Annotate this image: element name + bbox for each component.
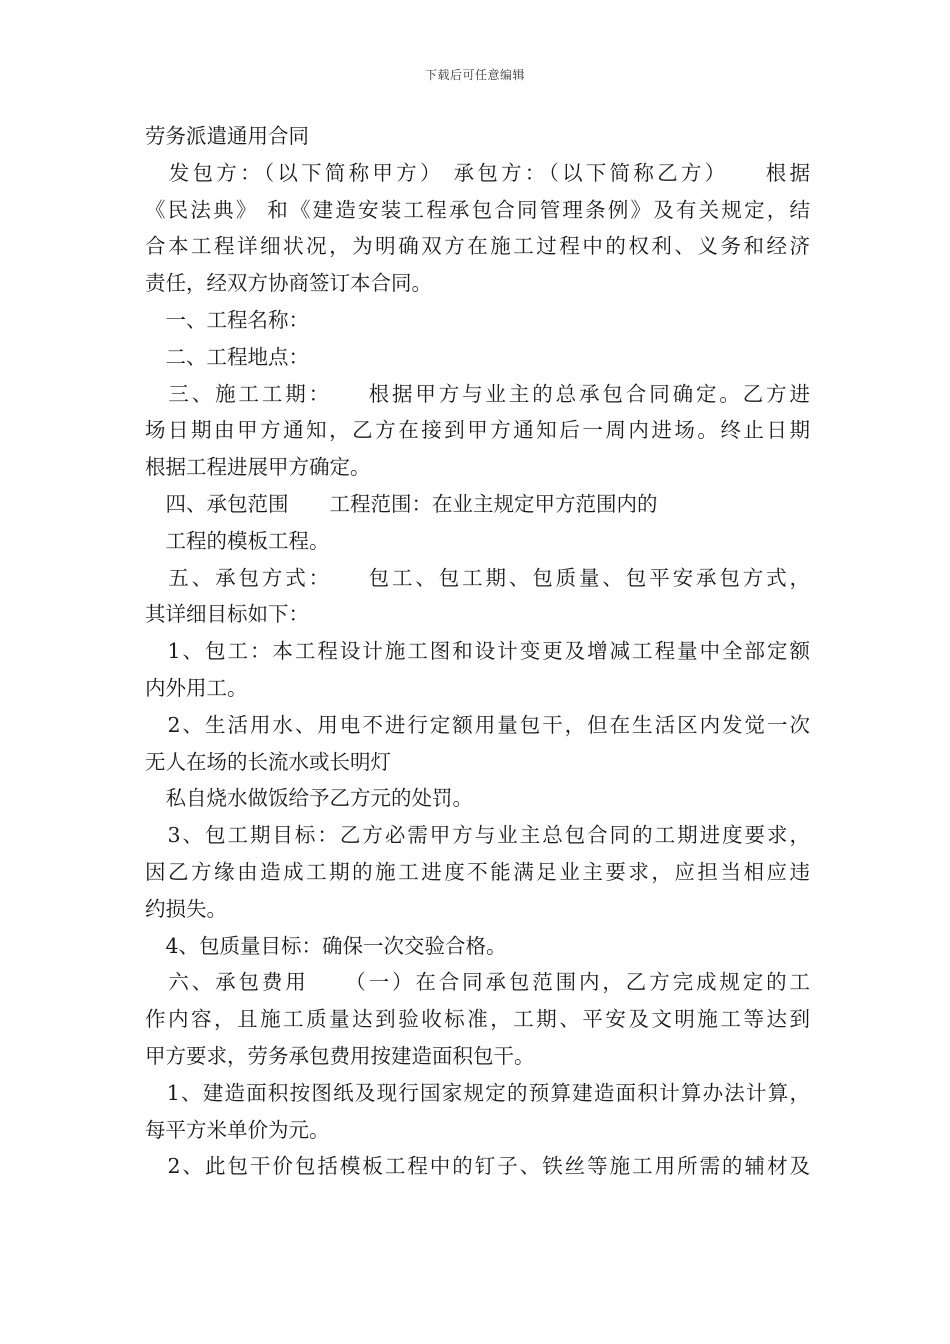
paragraph-line: 4、包质量目标：确保一次交验合格。 bbox=[145, 933, 507, 958]
paragraph-line: 3、包工期目标：乙方必需甲方与业主总包合同的工期进度要求， bbox=[145, 823, 810, 848]
paragraph-line: 六、承包费用 （一）在合同承包范围内，乙方完成规定的工 bbox=[145, 970, 810, 995]
paragraph-line: 每平方米单价为元。 bbox=[145, 1117, 330, 1142]
paragraph-line: 责任，经双方协商签订本合同。 bbox=[145, 271, 432, 296]
paragraph-line: 根据工程进展甲方确定。 bbox=[145, 455, 371, 480]
section-heading: 二、工程地点： bbox=[145, 344, 309, 369]
paragraph-line: 约损失。 bbox=[145, 896, 227, 921]
paragraph-line: 1、包工：本工程设计施工图和设计变更及增减工程量中全部定额 bbox=[145, 639, 810, 664]
paragraph-line: 五、承包方式： 包工、包工期、包质量、包平安承包方式， bbox=[145, 565, 810, 590]
document-body bbox=[145, 118, 810, 1185]
paragraph-line: 作内容，且施工质量达到验收标准，工期、平安及文明施工等达到 bbox=[145, 1007, 810, 1032]
paragraph-line: 场日期由甲方通知，乙方在接到甲方通知后一周内进场。终止日期 bbox=[145, 418, 810, 443]
paragraph-line: 因乙方缘由造成工期的施工进度不能满足业主要求，应担当相应违 bbox=[145, 859, 810, 884]
paragraph-line: 《民法典》 和《建造安装工程承包合同管理条例》及有关规定，结 bbox=[145, 197, 810, 222]
paragraph-line: 三、施工工期： 根据甲方与业主的总承包合同确定。乙方进 bbox=[145, 381, 810, 406]
paragraph-line: 2、此包干价包括模板工程中的钉子、铁丝等施工用所需的辅材及 bbox=[145, 1154, 810, 1179]
paragraph-line: 合本工程详细状况，为明确双方在施工过程中的权利、义务和经济 bbox=[145, 234, 810, 259]
document-title: 劳务派遣通用合同 bbox=[145, 124, 309, 148]
paragraph-line: 工程的模板工程。 bbox=[145, 528, 330, 553]
paragraph-line: 1、建造面积按图纸及现行国家规定的预算建造面积计算办法计算， bbox=[145, 1080, 810, 1105]
paragraph-line: 私自烧水做饭给予乙方元的处罚。 bbox=[145, 786, 473, 811]
paragraph-line: 其详细目标如下： bbox=[145, 602, 309, 627]
paragraph-line: 无人在场的长流水或长明灯 bbox=[145, 749, 391, 774]
paragraph-line: 发包方：（以下简称甲方） 承包方：（以下简称乙方） 根据 bbox=[145, 160, 810, 185]
paragraph-line: 内外用工。 bbox=[145, 675, 248, 700]
section-heading: 一、工程名称： bbox=[145, 307, 309, 332]
paragraph-line: 四、承包范围 工程范围：在业主规定甲方范围内的 bbox=[145, 491, 658, 516]
paragraph-line: 2、生活用水、用电不进行定额用量包干，但在生活区内发觉一次 bbox=[145, 712, 810, 737]
header-note: 下载后可任意编辑 bbox=[424, 68, 525, 82]
paragraph-line: 甲方要求，劳务承包费用按建造面积包干。 bbox=[145, 1043, 535, 1068]
